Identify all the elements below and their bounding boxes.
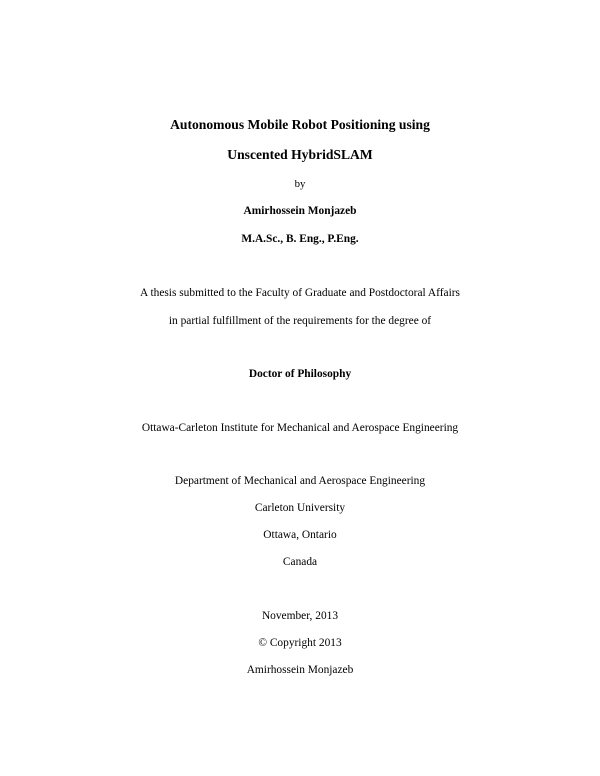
country-name: Canada — [282, 556, 318, 568]
submission-statement-line-1: A thesis submitted to the Faculty of Graduate and Postdoctoral Affairs — [140, 287, 460, 299]
title-line-2: Unscented HybridSLAM — [227, 147, 373, 162]
city-province: Ottawa, Ontario — [263, 529, 337, 541]
university-name: Carleton University — [254, 502, 346, 514]
title-line-1: Autonomous Mobile Robot Positioning using — [170, 117, 430, 132]
institute-name: Ottawa-Carleton Institute for Mechanical and Aerospace Engineering — [141, 422, 459, 434]
degree-name: Doctor of Philosophy — [248, 368, 352, 380]
copyright-notice: © Copyright 2013 — [258, 637, 342, 649]
department-name: Department of Mechanical and Aerospace Engineering — [174, 475, 426, 487]
author-credentials: M.A.Sc., B. Eng., P.Eng. — [241, 233, 359, 245]
submission-statement-line-2: in partial fulfillment of the requirements for the degree of — [168, 315, 432, 327]
copyright-holder: Amirhossein Monjazeb — [246, 664, 354, 676]
submission-date: November, 2013 — [261, 610, 339, 622]
author-name: Amirhossein Monjazeb — [243, 205, 357, 217]
by-label: by — [294, 178, 306, 190]
